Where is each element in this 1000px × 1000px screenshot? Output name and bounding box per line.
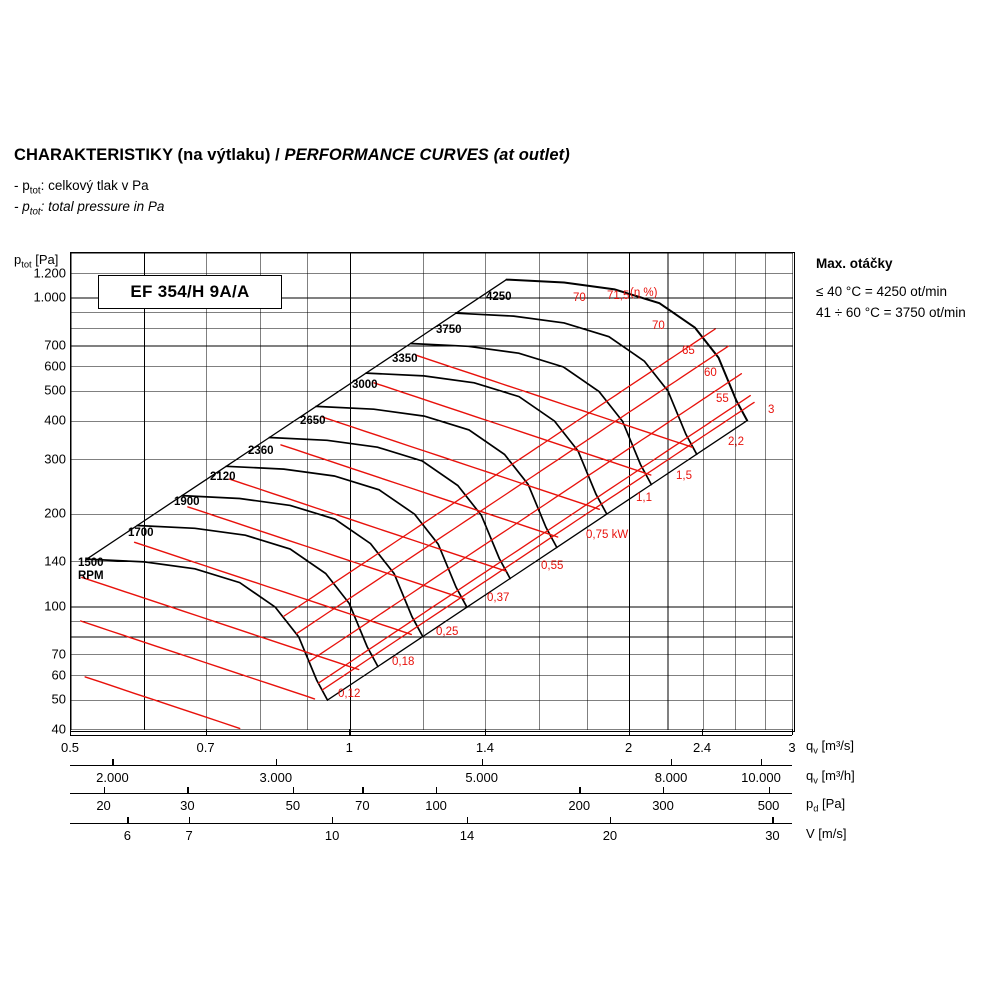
y-tick-1200: 1.200 xyxy=(33,265,66,281)
max-speed-line-2: 41 ÷ 60 °C = 3750 ot/min xyxy=(816,305,966,320)
tick-v_ms-1 xyxy=(189,817,190,823)
tick-qv_m3s-1 xyxy=(206,729,207,735)
legend-sub-en: tot xyxy=(29,206,41,218)
legend-prefix-cz: - p xyxy=(14,178,30,193)
y-axis-title-sub: tot xyxy=(21,259,32,270)
y-tick-100: 100 xyxy=(44,598,66,614)
x-tick-pd_pa-3: 70 xyxy=(355,798,370,813)
rpm-label-8: 1700 xyxy=(128,527,154,539)
tick-pd_pa-0 xyxy=(104,787,105,793)
tick-v_ms-2 xyxy=(332,817,333,823)
power-label-0: 0,12 xyxy=(338,688,361,700)
efficiency-label-4: 65 xyxy=(682,345,695,357)
x-axis-row-pd_pa xyxy=(70,793,792,815)
tick-qv_m3h-2 xyxy=(482,759,483,765)
y-tick-140: 140 xyxy=(44,553,66,569)
tick-qv_m3s-3 xyxy=(485,729,486,735)
rpm-label-4: 2650 xyxy=(300,415,326,427)
axis-line-v_ms xyxy=(70,823,792,824)
tick-qv_m3h-1 xyxy=(276,759,277,765)
efficiency-label-5: 60 xyxy=(704,367,717,379)
y-tick-700: 700 xyxy=(44,337,66,353)
page-title xyxy=(14,146,570,165)
x-tick-qv_m3s-1: 0.7 xyxy=(196,740,215,755)
legend-text-en: total pressure in Pa xyxy=(48,199,165,214)
y-tick-300: 300 xyxy=(44,451,66,467)
legend-colon-en: : xyxy=(40,199,49,214)
x-tick-pd_pa-5: 200 xyxy=(568,798,591,813)
chart-canvas xyxy=(71,253,793,730)
tick-v_ms-4 xyxy=(610,817,611,823)
x-axis-title-v_ms: V [m/s] xyxy=(806,826,847,841)
chart-plot-area xyxy=(70,252,795,732)
x-tick-qv_m3s-5: 2.4 xyxy=(693,740,712,755)
tick-v_ms-3 xyxy=(467,817,468,823)
tick-pd_pa-7 xyxy=(769,787,770,793)
x-tick-v_ms-1: 7 xyxy=(185,828,193,843)
axis-line-pd_pa xyxy=(70,793,792,794)
tick-pd_pa-5 xyxy=(579,787,580,793)
rpm-label-7: 1900 xyxy=(174,496,200,508)
tick-qv_m3s-5 xyxy=(702,729,703,735)
x-tick-pd_pa-1: 30 xyxy=(180,798,195,813)
power-label-9: 3 xyxy=(768,404,775,416)
efficiency-label-3: 70 xyxy=(652,320,665,332)
x-tick-qv_m3s-6: 3 xyxy=(788,740,796,755)
y-tick-60: 60 xyxy=(51,667,66,683)
tick-v_ms-5 xyxy=(772,817,773,823)
page-title-cz: CHARAKTERISTIKY (na výtlaku) / xyxy=(14,146,285,164)
x-tick-v_ms-0: 6 xyxy=(123,828,131,843)
x-tick-v_ms-5: 30 xyxy=(765,828,780,843)
x-tick-pd_pa-2: 50 xyxy=(285,798,301,813)
tick-pd_pa-1 xyxy=(187,787,188,793)
legend-line-cz xyxy=(14,178,149,197)
x-axis-title-qv_m3h: $q_v$ [m³/h] xyxy=(806,768,855,786)
axis-line-qv_m3h xyxy=(70,765,792,766)
tick-qv_m3s-0 xyxy=(70,729,71,735)
tick-qv_m3s-4 xyxy=(629,729,630,735)
model-badge: EF 354/H 9A/A xyxy=(98,275,282,309)
x-tick-pd_pa-7: 500 xyxy=(757,798,780,813)
y-tick-600: 600 xyxy=(44,358,66,374)
y-axis-title-prefix: p xyxy=(14,252,22,267)
y-tick-400: 400 xyxy=(44,412,66,428)
efficiency-label-0: 70 xyxy=(573,292,586,304)
tick-pd_pa-3 xyxy=(362,787,363,793)
x-tick-qv_m3s-0: 0.5 xyxy=(60,740,80,755)
x-tick-v_ms-3: 14 xyxy=(459,828,475,843)
x-axis-title-qv_m3s: $q_v$ [m³/s] xyxy=(806,738,855,756)
rpm-label-0: 4250 xyxy=(486,291,512,303)
x-tick-qv_m3h-3: 8.000 xyxy=(654,770,688,785)
tick-v_ms-0 xyxy=(127,817,128,823)
x-tick-v_ms-4: 20 xyxy=(602,828,618,843)
legend-prefix-en: - p xyxy=(14,199,30,214)
x-tick-qv_m3s-2: 1 xyxy=(345,740,353,755)
power-label-3: 0,37 xyxy=(487,592,510,604)
y-tick-500: 500 xyxy=(44,382,66,398)
tick-qv_m3s-6 xyxy=(792,729,793,735)
tick-qv_m3h-3 xyxy=(671,759,672,765)
tick-qv_m3h-0 xyxy=(112,759,113,765)
legend-colon-cz: : xyxy=(40,178,49,193)
power-label-8: 2,2 xyxy=(728,436,744,448)
rpm-label-2: 3350 xyxy=(392,353,418,365)
y-tick-1000: 1.000 xyxy=(33,289,66,305)
y-tick-50: 50 xyxy=(51,691,66,707)
x-axis-row-qv_m3h xyxy=(70,765,792,787)
x-tick-qv_m3h-0: 2.000 xyxy=(96,770,129,785)
axis-line-qv_m3s xyxy=(70,735,792,736)
power-label-2: 0,25 xyxy=(436,626,459,638)
y-tick-70: 70 xyxy=(51,646,66,662)
max-speed-line-1: ≤ 40 °C = 4250 ot/min xyxy=(816,284,948,299)
tick-qv_m3s-2 xyxy=(349,729,350,735)
legend-sub-cz: tot xyxy=(29,185,41,197)
tick-pd_pa-6 xyxy=(663,787,664,793)
x-tick-qv_m3s-4: 2 xyxy=(624,740,633,755)
rpm-label-5: 2360 xyxy=(248,445,274,457)
power-label-4: 0,55 xyxy=(541,560,564,572)
x-tick-qv_m3h-2: 5.000 xyxy=(465,770,498,785)
rpm-label-10: RPM xyxy=(78,570,104,582)
rpm-label-6: 2120 xyxy=(210,471,236,483)
x-axis-row-v_ms xyxy=(70,823,792,845)
x-tick-qv_m3h-1: 3.000 xyxy=(259,770,293,785)
efficiency-label-1: 71,5 xyxy=(607,290,630,302)
tick-qv_m3h-4 xyxy=(761,759,762,765)
power-label-1: 0,18 xyxy=(392,656,415,668)
y-tick-40: 40 xyxy=(51,721,66,737)
power-label-7: 1,5 xyxy=(676,470,692,482)
tick-pd_pa-2 xyxy=(293,787,294,793)
power-label-6: 1,1 xyxy=(636,492,652,504)
tick-pd_pa-4 xyxy=(436,787,437,793)
x-tick-pd_pa-6: 300 xyxy=(652,798,674,813)
max-speed-title: Max. otáčky xyxy=(816,256,893,271)
x-tick-pd_pa-4: 100 xyxy=(425,798,447,813)
power-label-5: 0,75 kW xyxy=(586,529,629,541)
efficiency-label-2: (η %) xyxy=(630,287,658,299)
y-axis-title-unit: [Pa] xyxy=(31,252,59,267)
rpm-label-3: 3000 xyxy=(352,379,378,391)
efficiency-label-6: 55 xyxy=(716,393,729,405)
x-tick-qv_m3h-4: 10.000 xyxy=(741,770,781,785)
x-axis-row-qv_m3s xyxy=(60,735,796,757)
page-title-en: PERFORMANCE CURVES (at outlet) xyxy=(284,146,570,164)
y-tick-200: 200 xyxy=(44,505,66,521)
legend-text-cz: celkový tlak v Pa xyxy=(48,178,149,193)
x-axis-title-pd_pa: $p_d$ [Pa] xyxy=(806,796,846,814)
x-tick-v_ms-2: 10 xyxy=(324,828,340,843)
y-axis-tick-labels xyxy=(0,252,66,737)
x-tick-pd_pa-0: 20 xyxy=(96,798,111,813)
rpm-label-9: 1500 xyxy=(78,557,104,569)
legend-line-en xyxy=(14,199,164,218)
rpm-label-1: 3750 xyxy=(436,324,462,336)
x-tick-qv_m3s-3: 1.4 xyxy=(475,740,494,755)
